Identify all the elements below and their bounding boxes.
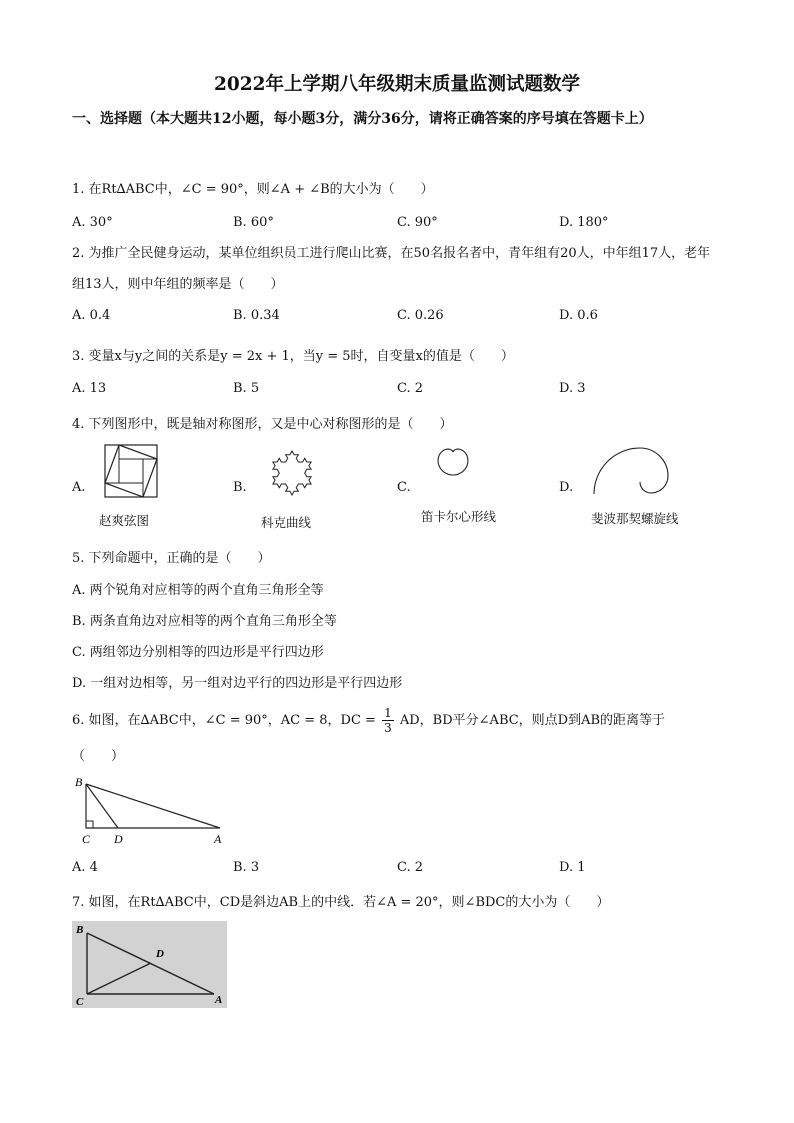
- q2-option-d[interactable]: D. 0.6: [559, 308, 598, 323]
- q6-label-b: B: [75, 775, 83, 789]
- cardioid-icon: [425, 446, 481, 492]
- q7-label-c: C: [76, 996, 84, 1008]
- q4-option-a[interactable]: A.: [72, 480, 86, 495]
- q6-fraction: [382, 706, 394, 735]
- question-6-stem: [72, 706, 665, 735]
- q3-option-d[interactable]: D. 3: [559, 381, 586, 396]
- fibonacci-spiral-icon: [590, 444, 674, 496]
- question-5-stem: 5. 下列命题中，正确的是（ ）: [72, 551, 271, 566]
- q6-option-d[interactable]: D. 1: [559, 860, 586, 875]
- triangle-abc-figure-q6: [72, 772, 232, 847]
- q6-fraction-numerator: 1: [384, 706, 392, 720]
- q2-option-b[interactable]: B. 0.34: [233, 308, 280, 323]
- q6-stem-before: 6. 如图，在∆ABC中，∠C = 90°，AC = 8，DC =: [72, 713, 376, 728]
- section-heading: 一、选择题（本大题共12小题，每小题3分，满分36分，请将正确答案的序号填在答题卡上）: [72, 111, 653, 127]
- question-3-stem: 3. 变量x与y之间的关系是y = 2x + 1，当y = 5时，自变量x的值是（ ）: [72, 349, 514, 364]
- q4-option-c[interactable]: C.: [397, 480, 411, 495]
- q6-option-c[interactable]: C. 2: [397, 860, 424, 875]
- koch-curve-icon: [262, 442, 322, 502]
- page-title: 2022年上学期八年级期末质量监测试题数学: [214, 74, 580, 95]
- triangle-abc-photo-q7: [72, 921, 227, 1008]
- q4-option-d[interactable]: D.: [559, 480, 574, 495]
- q4-caption-b: 科克曲线: [261, 515, 312, 530]
- zhao-shuang-diagram-icon: [104, 444, 158, 498]
- q7-label-b: B: [76, 924, 84, 936]
- q1-option-c[interactable]: C. 90°: [397, 215, 438, 230]
- q1-option-d[interactable]: D. 180°: [559, 215, 609, 230]
- q6-fraction-denominator: 3: [384, 721, 392, 735]
- q6-option-a[interactable]: A. 4: [72, 860, 98, 875]
- question-1-stem: 1. 在Rt∆ABC中，∠C = 90°，则∠A + ∠B的大小为（ ）: [72, 182, 434, 197]
- q4-caption-a: 赵爽弦图: [99, 513, 150, 528]
- q3-option-a[interactable]: A. 13: [72, 381, 107, 396]
- q6-stem-after: AD，BD平分∠ABC，则点D到AB的距离等于: [399, 713, 666, 728]
- q1-option-b[interactable]: B. 60°: [233, 215, 274, 230]
- question-4-stem: 4. 下列图形中，既是轴对称图形，又是中心对称图形的是（ ）: [72, 417, 453, 432]
- q2-option-c[interactable]: C. 0.26: [397, 308, 444, 323]
- q3-option-b[interactable]: B. 5: [233, 381, 260, 396]
- q6-label-d: D: [114, 832, 123, 846]
- q5-option-a[interactable]: A. 两个锐角对应相等的两个直角三角形全等: [72, 583, 324, 598]
- q2-option-a[interactable]: A. 0.4: [72, 308, 111, 323]
- q3-option-c[interactable]: C. 2: [397, 381, 424, 396]
- q4-caption-c: 笛卡尔心形线: [421, 509, 497, 524]
- q5-option-c[interactable]: C. 两组邻边分别相等的四边形是平行四边形: [72, 645, 324, 660]
- q5-option-d[interactable]: D. 一组对边相等，另一组对边平行的四边形是平行四边形: [72, 676, 403, 691]
- q6-option-b[interactable]: B. 3: [233, 860, 260, 875]
- question-6-stem-line2: （ ）: [72, 749, 125, 764]
- question-7-stem: 7. 如图，在Rt∆ABC中，CD是斜边AB上的中线．若∠A = 20°，则∠BDC的大小为（ ）: [72, 895, 610, 910]
- q5-option-b[interactable]: B. 两条直角边对应相等的两个直角三角形全等: [72, 614, 337, 629]
- q7-label-d: D: [156, 948, 164, 960]
- q4-caption-d: 斐波那契螺旋线: [591, 511, 679, 526]
- q6-label-c: C: [82, 832, 91, 846]
- q4-option-b[interactable]: B.: [233, 480, 247, 495]
- q6-label-a: A: [214, 832, 222, 846]
- q1-option-a[interactable]: A. 30°: [72, 215, 113, 230]
- question-2-stem: 2. 为推广全民健身运动，某单位组织员工进行爬山比赛，在50名报名者中，青年组有20人，中年组17人，老年组13人，则中年组的频率是（ ）: [72, 246, 711, 292]
- q7-label-a: A: [215, 994, 223, 1006]
